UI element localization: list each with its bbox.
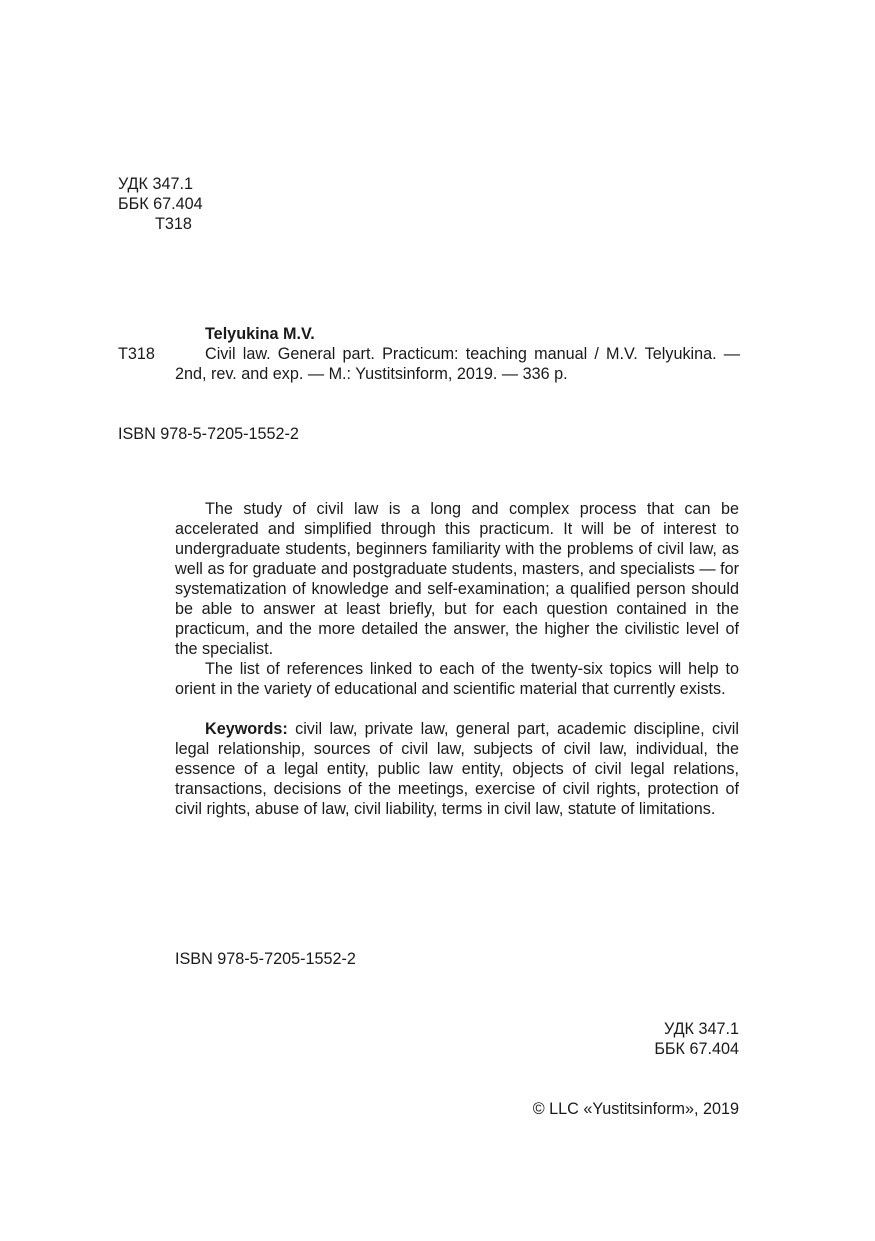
bibliographic-description: Civil law. General part. Practicum: teaching manual / M.V. Telyukina. — 2nd, rev. and exp. — M.: Yustitsinform, 2019. — 336 p. [175,345,740,383]
udk-code: УДК 347.1 [118,175,193,193]
bbk-code: ББК 67.404 [118,195,203,213]
classification-block-top [118,174,318,234]
abstract [175,499,739,819]
isbn-top: ISBN 978-5-7205-1552-2 [118,425,299,443]
abstract-paragraph-1: The study of civil law is a long and complex process that can be accelerated and simplified through this practicum. It will be of interest to undergraduate students, beginners familiarity with the problems of civil law, as well as for graduate and postgraduate students, masters, and specialists — for systematization of knowledge and self-examination; a qualified person should be able to answer at least briefly, but for each question contained in the practicum, and the more detailed the answer, the higher the civilistic level of the specialist. [175,500,739,658]
abstract-paragraph-2: The list of references linked to each of the twenty-six topics will help to orient in the variety of educational and scientific material that currently exists. [175,660,739,698]
copyright-notice: © LLC «Yustitsinform», 2019 [532,1100,739,1118]
author-sign-inline: Т318 [118,345,155,363]
keywords-text: civil law, private law, general part, academic discipline, civil legal relationship, sources of civil law, subjects of civil law, individual, the essence of a legal entity, public law entity, objects of civil legal relations, transactions, decisions of the meetings, exercise of civil rights, protection of civil rights, abuse of law, civil liability, terms in civil law, statute of limitations. [175,720,739,818]
bbk-code-bottom: ББК 67.404 [654,1040,739,1058]
author-name: Telyukina M.V. [205,325,315,343]
keywords-paragraph [175,719,739,819]
udk-code-bottom: УДК 347.1 [664,1020,739,1038]
author-sign: Т318 [155,215,192,233]
keywords-label: Keywords: [205,720,288,738]
classification-block-bottom [654,1019,739,1059]
isbn-bottom: ISBN 978-5-7205-1552-2 [175,950,356,968]
